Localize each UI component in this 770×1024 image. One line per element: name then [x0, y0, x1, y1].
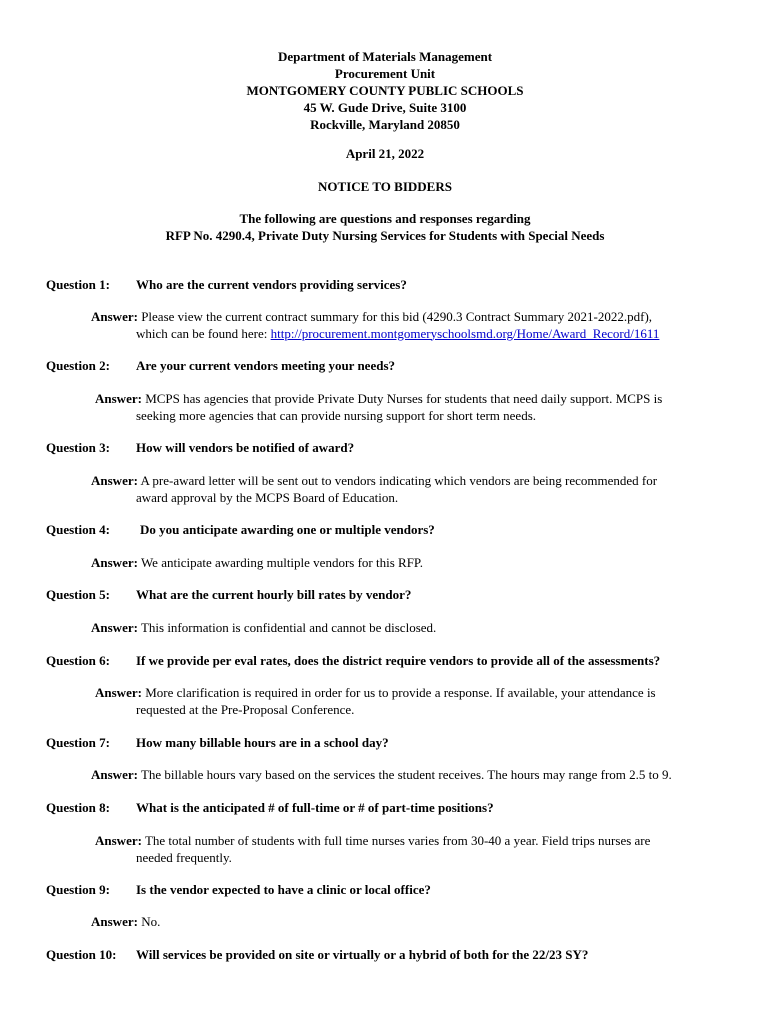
question-text: Will services be provided on site or virtually or a hybrid of both for the 22/23 SY?	[136, 947, 589, 962]
answer-text: The billable hours vary based on the services the student receives. The hours may range from 2.5 to 9.	[140, 767, 672, 782]
answer-4	[91, 555, 725, 572]
answer-text: Please view the current contract summary for this bid (4290.3 Contract Summary 2021-2022.pdf),	[141, 309, 653, 324]
answer-label: Answer:	[91, 914, 138, 929]
question-text: How will vendors be notified of award?	[136, 440, 355, 455]
answer-text: We anticipate awarding multiple vendors for this RFP.	[140, 555, 423, 570]
document-date: April 21, 2022	[345, 146, 425, 161]
document-title: NOTICE TO BIDDERS	[318, 179, 452, 194]
answer-text: which can be found here:	[136, 325, 271, 341]
intro	[0, 210, 770, 244]
answer-label: Answer:	[95, 833, 142, 848]
answer-text: No.	[141, 914, 161, 929]
answer-8	[95, 833, 725, 866]
answer-text: needed frequently.	[136, 849, 232, 865]
answer-text: More clarification is required in order for us to provide a response. If available, your attendance is	[145, 685, 656, 700]
answer-label: Answer:	[91, 473, 138, 488]
intro-line: The following are questions and responses regarding	[239, 211, 531, 226]
answer-text: MCPS has agencies that provide Private Duty Nurses for students that need daily support. MCPS is	[145, 391, 663, 406]
question-label: Question 4:	[46, 522, 110, 537]
city-state-zip: Rockville, Maryland 20850	[310, 117, 460, 132]
street-address: 45 W. Gude Drive, Suite 3100	[303, 100, 467, 115]
answer-text: requested at the Pre-Proposal Conference.	[136, 701, 355, 717]
question-text: Are your current vendors meeting your needs?	[136, 358, 396, 373]
answer-text: This information is confidential and cannot be disclosed.	[140, 620, 437, 635]
unit-name: Procurement Unit	[334, 66, 436, 81]
question-label: Question 8:	[46, 800, 110, 815]
answer-label: Answer:	[95, 685, 142, 700]
answer-label: Answer:	[91, 620, 138, 635]
question-label: Question 10:	[46, 947, 117, 962]
department-name: Department of Materials Management	[277, 49, 493, 64]
answer-label: Answer:	[91, 555, 138, 570]
answer-text: award approval by the MCPS Board of Education.	[136, 489, 399, 505]
rfp-title: RFP No. 4290.4, Private Duty Nursing Services for Students with Special Needs	[165, 228, 605, 243]
question-text: What is the anticipated # of full-time or # of part-time positions?	[136, 800, 494, 815]
question-text: How many billable hours are in a school day?	[136, 735, 389, 750]
answer-text: seeking more agencies that can provide nursing support for short term needs.	[136, 407, 536, 423]
question-label: Question 1:	[46, 277, 110, 292]
answer-label: Answer:	[95, 391, 142, 406]
answer-5	[91, 620, 725, 637]
question-label: Question 6:	[46, 653, 110, 668]
question-label: Question 3:	[46, 440, 110, 455]
question-text: What are the current hourly bill rates by vendor?	[136, 587, 412, 602]
organization-name: MONTGOMERY COUNTY PUBLIC SCHOOLS	[246, 83, 524, 98]
answer-2	[95, 391, 725, 424]
award-record-link[interactable]: http://procurement.montgomeryschoolsmd.org/Home/Award_Record/1611	[270, 325, 660, 341]
answer-label: Answer:	[91, 309, 138, 324]
answer-3	[91, 473, 725, 506]
question-label: Question 7:	[46, 735, 110, 750]
letterhead	[0, 48, 770, 133]
answer-9	[91, 914, 725, 931]
question-label: Question 2:	[46, 358, 110, 373]
question-text: Is the vendor expected to have a clinic or local office?	[136, 882, 431, 897]
question-label: Question 9:	[46, 882, 110, 897]
answer-text: The total number of students with full time nurses varies from 30-40 a year. Field trips nurses are	[144, 833, 651, 848]
answer-text: A pre-award letter will be sent out to vendors indicating which vendors are being recommended for	[140, 473, 658, 488]
question-text: If we provide per eval rates, does the district require vendors to provide all of the assessments?	[136, 653, 661, 668]
answer-6	[95, 685, 725, 718]
answer-1	[91, 309, 725, 342]
question-text: Do you anticipate awarding one or multiple vendors?	[140, 522, 435, 537]
question-label: Question 5:	[46, 587, 110, 602]
question-text: Who are the current vendors providing services?	[136, 277, 407, 292]
answer-7	[91, 767, 750, 784]
answer-label: Answer:	[91, 767, 138, 782]
